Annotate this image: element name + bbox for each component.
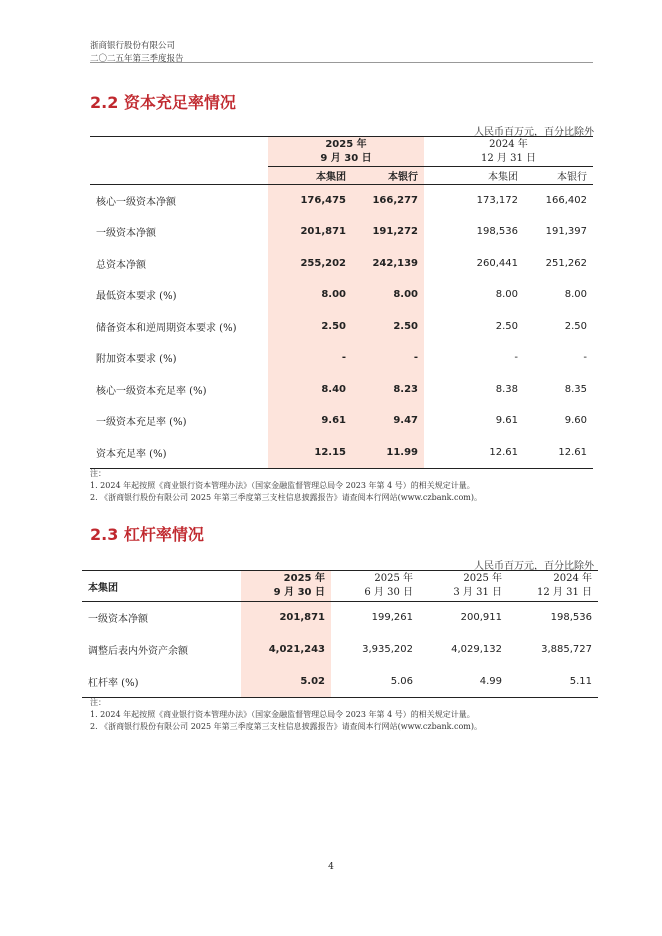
table-row (90, 248, 593, 280)
cell-value: 8.00 (268, 279, 352, 311)
cell-value: 5.11 (569, 675, 592, 687)
cell-value: 173,172 (476, 195, 518, 206)
cell-value: 12.61 (558, 446, 587, 458)
cell-value: - (352, 342, 424, 374)
capital-header-row-1 (90, 137, 593, 167)
subcol-bank-prior: 本银行 (557, 172, 587, 183)
leverage-corner-label: 本集团 (88, 582, 118, 594)
table-row (90, 311, 593, 343)
cell-value: 191,397 (545, 226, 587, 238)
cell-value: 8.00 (495, 289, 518, 301)
cell-value: 2.50 (268, 311, 352, 343)
cell-value: 242,139 (352, 248, 424, 280)
cell-value: 255,202 (268, 248, 352, 280)
section-title-capital-adequacy: 2.2 资本充足率情况 (90, 93, 236, 112)
cell-value: 2.50 (352, 311, 424, 343)
row-label: 资本充足率 (%) (96, 448, 167, 460)
table-row (90, 437, 593, 469)
page-number: 4 (328, 862, 334, 872)
subcol-bank-current: 本银行 (352, 167, 424, 185)
cell-value: 4,029,132 (451, 644, 502, 655)
subcol-group-prior: 本集团 (488, 172, 518, 183)
row-label: 最低资本要求 (%) (96, 291, 177, 303)
cell-value: 3,885,727 (541, 644, 592, 655)
cell-value: - (268, 342, 352, 374)
cell-value: 251,262 (545, 257, 587, 269)
note-item: 1. 2024 年起按照《商业银行资本管理办法》（国家金融监督管理总局令 2023 年第 4 号）的相关规定计量。 (90, 481, 475, 490)
cell-value: 9.60 (564, 415, 587, 427)
header-company: 浙商银行股份有限公司 (90, 41, 176, 51)
note-item: 1. 2024 年起按照《商业银行资本管理办法》（国家金融监督管理总局令 2023 年第 4 号）的相关规定计量。 (90, 710, 475, 719)
cell-value: - (583, 352, 587, 364)
table-row (90, 342, 593, 374)
cell-value: 198,536 (476, 226, 518, 238)
row-label: 核心一级资本净额 (96, 197, 176, 208)
cell-value: 3,935,202 (362, 644, 413, 655)
row-label: 杠杆率 (%) (88, 677, 139, 689)
leverage-notes (90, 697, 482, 733)
capital-current-period-header: 2025 年 9 月 30 日 (268, 137, 424, 167)
cell-value: 12.61 (489, 446, 518, 458)
note-item: 2. 《浙商银行股份有限公司 2025 年第三季度第三支柱信息披露报告》请查阅本行网站(www.czbank.com)。 (90, 722, 483, 731)
cell-value: 8.38 (495, 383, 518, 395)
cell-value: 176,475 (268, 185, 352, 217)
cell-value: 8.40 (268, 374, 352, 406)
cell-value: 198,536 (550, 612, 592, 624)
cell-value: 166,402 (545, 195, 587, 206)
row-label: 一级资本净额 (96, 228, 156, 240)
leverage-table (82, 570, 598, 698)
cell-value: 9.61 (268, 405, 352, 437)
table-row (82, 634, 598, 666)
capital-adequacy-table (90, 136, 593, 469)
cell-value: 2.50 (564, 320, 587, 332)
row-label: 一级资本充足率 (%) (96, 417, 187, 429)
cell-value: 201,871 (268, 216, 352, 248)
leverage-col-header: 2025 年 3 月 31 日 (453, 573, 502, 598)
cell-value: 9.61 (495, 415, 518, 427)
cell-value: 191,272 (352, 216, 424, 248)
table-row (90, 279, 593, 311)
cell-value: - (514, 352, 518, 364)
table-row (90, 185, 593, 217)
cell-value: 9.47 (352, 405, 424, 437)
capital-header-row-2 (90, 167, 593, 185)
table-row (82, 666, 598, 698)
cell-value: 199,261 (371, 612, 413, 624)
row-label: 调整后表内外资产余额 (88, 646, 188, 657)
row-label: 一级资本净额 (88, 614, 148, 626)
leverage-col-header: 2024 年 12 月 31 日 (537, 573, 592, 598)
notes-heading: 注： (90, 698, 106, 707)
row-label: 储备资本和逆周期资本要求 (%) (96, 322, 237, 334)
unit-note-leverage: 人民币百万元，百分比除外 (474, 561, 594, 572)
cell-value: 5.02 (241, 666, 331, 698)
unit-note-capital: 人民币百万元，百分比除外 (474, 127, 594, 138)
leverage-header-row (82, 571, 598, 602)
subcol-group-current: 本集团 (268, 167, 352, 185)
cell-value: 2.50 (495, 320, 518, 332)
cell-value: 201,871 (241, 602, 331, 634)
cell-value: 8.23 (352, 374, 424, 406)
section-title-leverage: 2.3 杠杆率情况 (90, 525, 204, 544)
cell-value: 8.35 (564, 383, 587, 395)
cell-value: 5.06 (390, 675, 413, 687)
leverage-col-header: 2025 年 9 月 30 日 (241, 571, 331, 602)
header-rule (90, 62, 593, 63)
row-label: 附加资本要求 (%) (96, 354, 177, 366)
row-label: 总资本净额 (96, 259, 146, 271)
table-row (90, 216, 593, 248)
cell-value: 8.00 (352, 279, 424, 311)
note-item: 2. 《浙商银行股份有限公司 2025 年第三季度第三支柱信息披露报告》请查阅本行网站(www.czbank.com)。 (90, 493, 483, 502)
cell-value: 4,021,243 (241, 634, 331, 666)
table-row (82, 602, 598, 634)
cell-value: 12.15 (268, 437, 352, 469)
capital-notes (90, 468, 482, 504)
cell-value: 200,911 (460, 612, 502, 624)
table-row (90, 374, 593, 406)
leverage-col-header: 2025 年 6 月 30 日 (364, 573, 413, 598)
cell-value: 166,277 (352, 185, 424, 217)
cell-value: 8.00 (564, 289, 587, 301)
table-row (90, 405, 593, 437)
row-label: 核心一级资本充足率 (%) (96, 385, 207, 397)
cell-value: 260,441 (476, 257, 518, 269)
header-report: 二〇二五年第三季度报告 (90, 54, 184, 64)
cell-value: 11.99 (352, 437, 424, 469)
notes-heading: 注： (90, 469, 106, 478)
capital-prior-period-header: 2024 年 12 月 31 日 (424, 137, 593, 167)
cell-value: 4.99 (479, 675, 502, 687)
